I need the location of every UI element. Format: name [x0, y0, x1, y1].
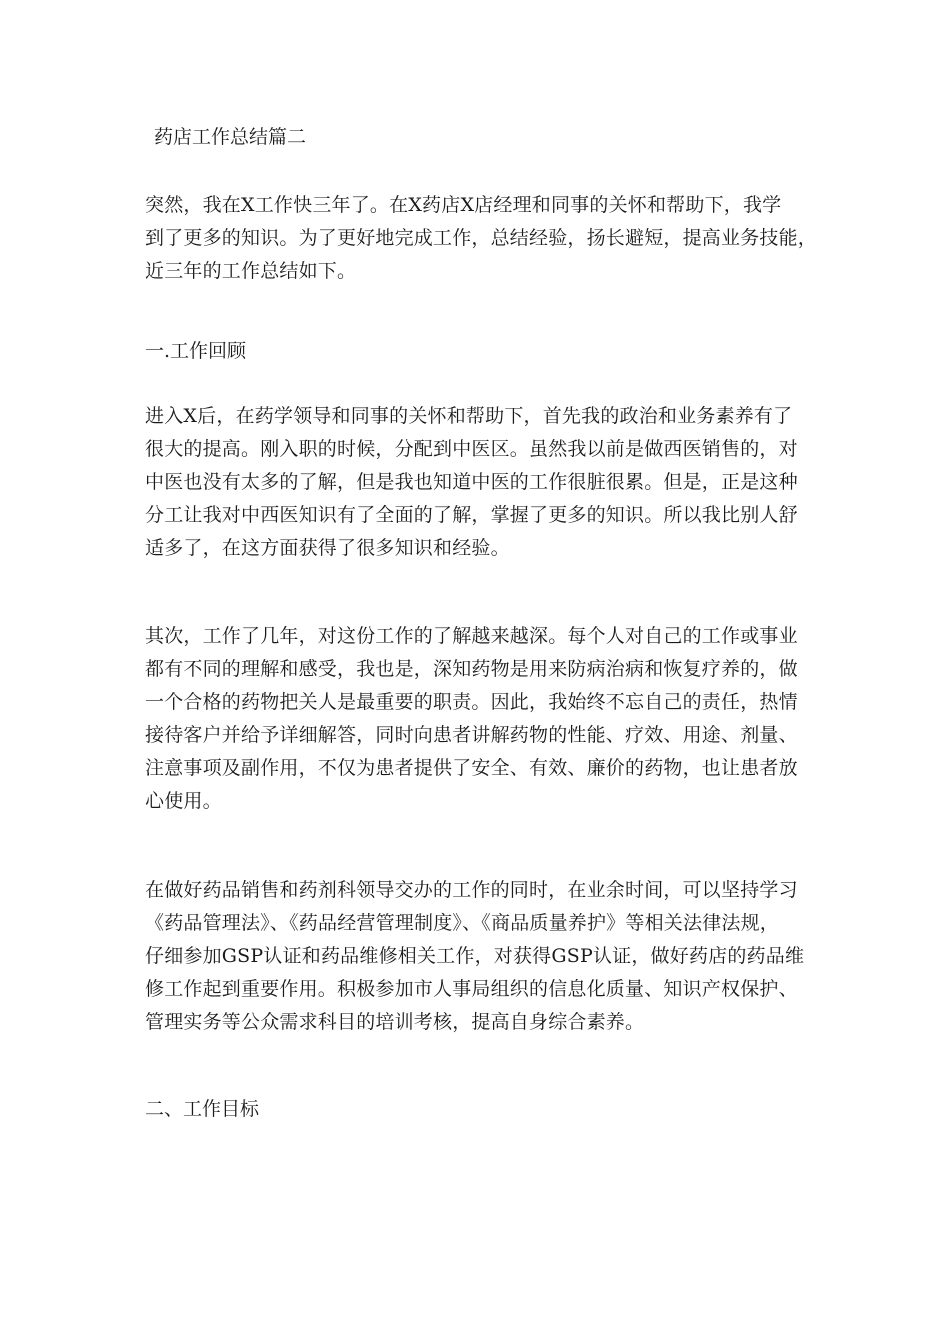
text-line: 很大的提高。刚入职的时候，分配到中医区。虽然我以前是做西医销售的，对	[145, 438, 798, 460]
text-line: 进入X后，在药学领导和同事的关怀和帮助下，首先我的政治和业务素养有了	[145, 405, 793, 427]
text-line: 到了更多的知识。为了更好地完成工作，总结经验，扬长避短，提高业务技能，	[145, 227, 818, 249]
text-line: 接待客户并给予详细解答，同时向患者讲解药物的性能、疗效、用途、剂量、	[145, 724, 798, 746]
text-line: 修工作起到重要作用。积极参加市人事局组织的信息化质量、知识产权保护、	[145, 978, 798, 1000]
text-line: 《药品管理法》、《药品经营管理制度》、《商品质量养护》等相关法律法规，	[145, 912, 780, 934]
text-line: 适多了，在这方面获得了很多知识和经验。	[145, 537, 510, 559]
paragraph-review-2	[145, 620, 815, 818]
text-line: 在做好药品销售和药剂科领导交办的工作的同时，在业余时间，可以坚持学习	[145, 879, 798, 901]
text-line: 近三年的工作总结如下。	[145, 260, 357, 282]
text-line: 突然，我在X工作快三年了。在X药店X店经理和同事的关怀和帮助下，我学	[145, 194, 782, 216]
text-line: 心使用。	[145, 790, 222, 812]
text-line: 都有不同的理解和感受，我也是，深知药物是用来防病治病和恢复疗养的，做	[145, 658, 798, 680]
text-line: 管理实务等公众需求科目的培训考核，提高自身综合素养。	[145, 1011, 645, 1033]
section-heading-review: 一.工作回顾	[145, 340, 247, 362]
paragraph-review-3	[145, 874, 815, 1039]
text-line: 仔细参加GSP认证和药品维修相关工作，对获得GSP认证，做好药店的药品维	[145, 945, 805, 967]
text-line: 中医也没有太多的了解，但是我也知道中医的工作很脏很累。但是，正是这种	[145, 471, 798, 493]
document-title: 药店工作总结篇二	[154, 126, 307, 148]
text-line: 一个合格的药物把关人是最重要的职责。因此，我始终不忘自己的责任，热情	[145, 691, 798, 713]
text-line: 其次，工作了几年，对这份工作的了解越来越深。每个人对自己的工作或事业	[145, 625, 798, 647]
text-line: 注意事项及副作用，不仅为患者提供了安全、有效、廉价的药物，也让患者放	[145, 757, 798, 779]
section-heading-goals: 二、工作目标	[145, 1098, 260, 1120]
text-line: 分工让我对中西医知识有了全面的了解，掌握了更多的知识。所以我比别人舒	[145, 504, 798, 526]
paragraph-review-1	[145, 400, 815, 565]
intro-paragraph	[145, 189, 818, 288]
